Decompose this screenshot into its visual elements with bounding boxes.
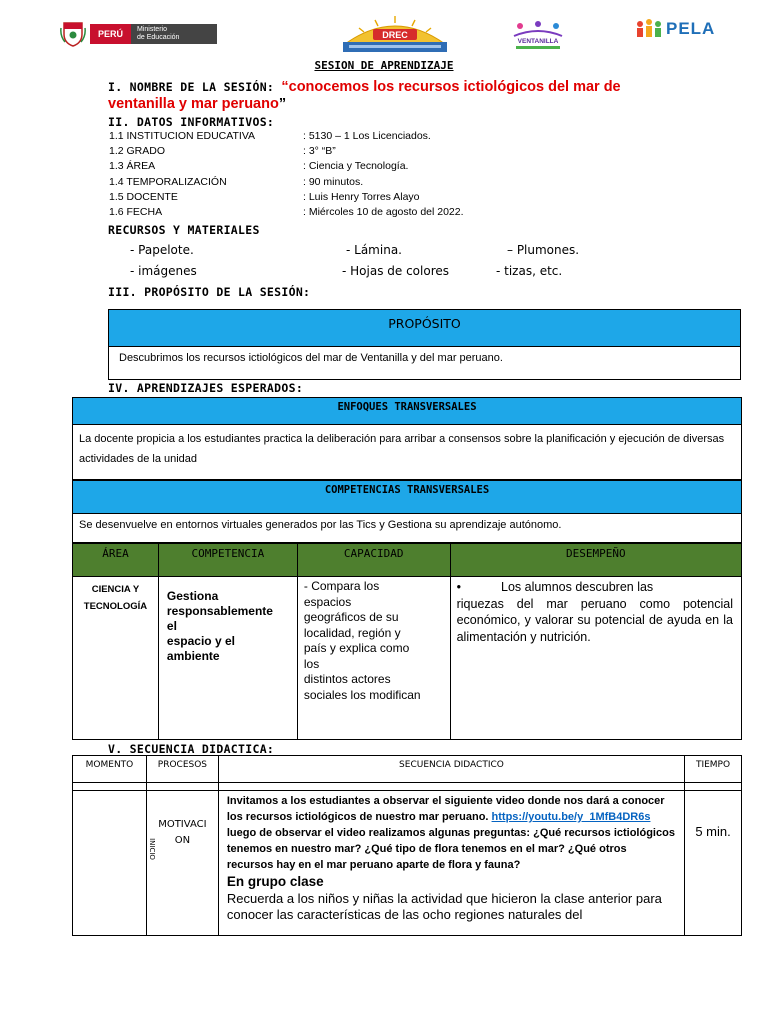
capacidad-line: país y explica como (303, 641, 410, 655)
cell-capacidad (297, 577, 450, 740)
competencia-line: el (166, 619, 177, 633)
session-name-line2-wrap (108, 96, 286, 112)
bullet: • (456, 580, 461, 594)
col-header-secuencia: SECUENCIA DIDACTICO (218, 756, 684, 783)
desempeno-rest: riquezas del mar peruano como potencial económico, y valorar su potencial de ayuda en la alimentación y nutrición. (456, 596, 733, 644)
aprendizajes-heading: IV. APRENDIZAJES ESPERADOS: (108, 381, 304, 395)
datos-value: : Luis Henry Torres Alayo (303, 190, 420, 203)
competencia-line: espacio y el (166, 634, 235, 648)
competencia-line: ambiente (166, 649, 220, 663)
group-heading: En grupo clase (226, 874, 324, 889)
datos-value: : Miércoles 10 de agosto del 2022. (303, 205, 464, 218)
secuencia-text-1: Invitamos a los estudiantes a observar el siguiente video donde nos dará a conocer los recursos ictiológicos de nuestro mar peruano. (226, 795, 665, 823)
col-header-tiempo: TIEMPO (685, 756, 742, 783)
desempeno-first: Los alumnos descubren las (501, 580, 654, 594)
secuencia-text-2: luego de observar el video realizamos algunas preguntas: ¿Qué recursos ictiológicos tenemos en nuestro mar? ¿Qué tipo de flora tenemos en el mar? ¿Qué otros recursos hay en el mar peruano aparte de flora y fauna? (226, 827, 675, 871)
children-figures-icon (635, 18, 663, 40)
enfoques-title: ENFOQUES TRANSVERSALES (72, 397, 742, 425)
table-row (73, 577, 742, 740)
table-row (73, 791, 742, 936)
session-name-heading (108, 79, 621, 95)
capacidad-line: - Compara los (303, 579, 380, 593)
recursos-heading: RECURSOS Y MATERIALES (108, 223, 260, 237)
capacidad-line: geográficos de su (303, 610, 399, 624)
capacidad-line: sociales los modifican (303, 687, 421, 702)
peru-shield-icon (60, 20, 86, 48)
datos-value: : 5130 – 1 Los Licenciados. (303, 130, 431, 142)
ministry-line1: Ministerio (137, 26, 167, 33)
proceso-line: MOTIVACI (158, 819, 207, 830)
header-logos (60, 14, 750, 50)
cell-secuencia (218, 791, 684, 936)
pela-text: PELA (666, 19, 716, 38)
competencia-line: Gestiona (166, 589, 219, 603)
drec-logo (335, 14, 455, 54)
ministerio-label (131, 24, 217, 44)
capacidad-line: localidad, región y (303, 625, 401, 640)
material-item: - imágenes (130, 264, 197, 278)
momento-label: INICIO (147, 838, 156, 860)
col-header-competencia: COMPETENCIA (158, 544, 297, 577)
ministry-line2: de Educación (137, 34, 180, 41)
col-header-desempeno: DESEMPEÑO (450, 544, 741, 577)
table-header-row (73, 544, 742, 577)
capacidad-line: distintos actores (303, 672, 391, 686)
ventanilla-logo (510, 16, 566, 52)
datos-label: 1.3 ÁREA (109, 160, 156, 173)
document-title: SESION DE APRENDIZAJE (314, 59, 454, 72)
group-text: Recuerda a los niños y niñas la actividad que hicieron la clase anterior para conocer las características de las ocho regiones naturales del (226, 891, 662, 922)
secuencia-table (72, 755, 742, 936)
competencias-title: COMPETENCIAS TRANSVERSALES (72, 480, 742, 514)
col-header-area: ÁREA (73, 544, 159, 577)
proposito-heading: III. PROPÓSITO DE LA SESIÓN: (108, 285, 311, 299)
secuencia-heading: V. SECUENCIA DIDACTICA: (108, 742, 275, 756)
capacidad-line: los (303, 656, 320, 671)
competencia-line: responsablemente (166, 604, 273, 618)
proceso-line: ON (174, 835, 191, 846)
video-link[interactable]: https://youtu.be/y_1MfB4DR6s (491, 811, 651, 823)
table-spacer (73, 783, 742, 791)
area-line: TECNOLOGÍA (83, 601, 148, 612)
col-header-momento: MOMENTO (73, 756, 147, 783)
session-name-line1: “conocemos los recursos ictiológicos del mar de (281, 79, 621, 95)
datos-value: : 90 minutos. (303, 175, 364, 188)
cell-momento (73, 791, 156, 936)
proposito-box (108, 309, 741, 380)
table-header-row (73, 756, 742, 783)
datos-label: 1.5 DOCENTE (109, 190, 178, 203)
material-item: - Hojas de colores (342, 264, 449, 278)
col-header-procesos: PROCESOS (146, 756, 218, 783)
material-item: - Papelote. (130, 243, 194, 257)
peru-label: PERÚ (90, 24, 131, 44)
cell-area (73, 577, 159, 740)
ventanilla-text: VENTANILLA (517, 38, 559, 45)
ministerio-logo (60, 20, 217, 48)
session-name-prefix: I. NOMBRE DE LA SESIÓN: (108, 80, 282, 94)
pela-logo (635, 18, 715, 40)
session-name-closing: ” (278, 96, 287, 112)
material-item: - tizas, etc. (496, 264, 563, 278)
material-item: - Lámina. (346, 243, 402, 257)
desempeno-first-line (457, 579, 733, 596)
cell-competencia (158, 577, 297, 740)
competencias-table (72, 543, 742, 740)
cell-tiempo: 5 min. (685, 791, 742, 936)
drec-text: DREC (382, 30, 408, 40)
datos-label: 1.4 TEMPORALIZACIÓN (109, 175, 227, 188)
session-name-line2: ventanilla y mar peruano (108, 96, 279, 112)
datos-label: 1.2 GRADO (109, 145, 166, 158)
proposito-box-title: PROPÓSITO (109, 310, 740, 347)
datos-heading: II. DATOS INFORMATIVOS: (108, 115, 275, 129)
enfoques-text: La docente propicia a los estudiantes practica la deliberación para arribar a consensos sobre la planificación y ejecución de diversas actividades de la unidad (72, 425, 742, 480)
cell-desempeno (450, 577, 741, 740)
datos-label: 1.1 INSTITUCION EDUCATIVA (109, 130, 256, 142)
material-item: – Plumones. (507, 243, 580, 257)
capacidad-line: espacios (303, 594, 352, 609)
datos-value: : Ciencia y Tecnología. (303, 160, 409, 173)
datos-value: : 3° “B” (303, 145, 336, 158)
proposito-text: Descubrimos los recursos ictiológicos del mar de Ventanilla y del mar peruano. (119, 352, 503, 364)
datos-label: 1.6 FECHA (109, 205, 163, 218)
col-header-capacidad: CAPACIDAD (297, 544, 450, 577)
cell-proceso (146, 791, 218, 936)
area-line: CIENCIA Y (91, 584, 140, 595)
competencias-text: Se desenvuelve en entornos virtuales generados por las Tics y Gestiona su aprendizaje autónomo. (72, 514, 742, 543)
